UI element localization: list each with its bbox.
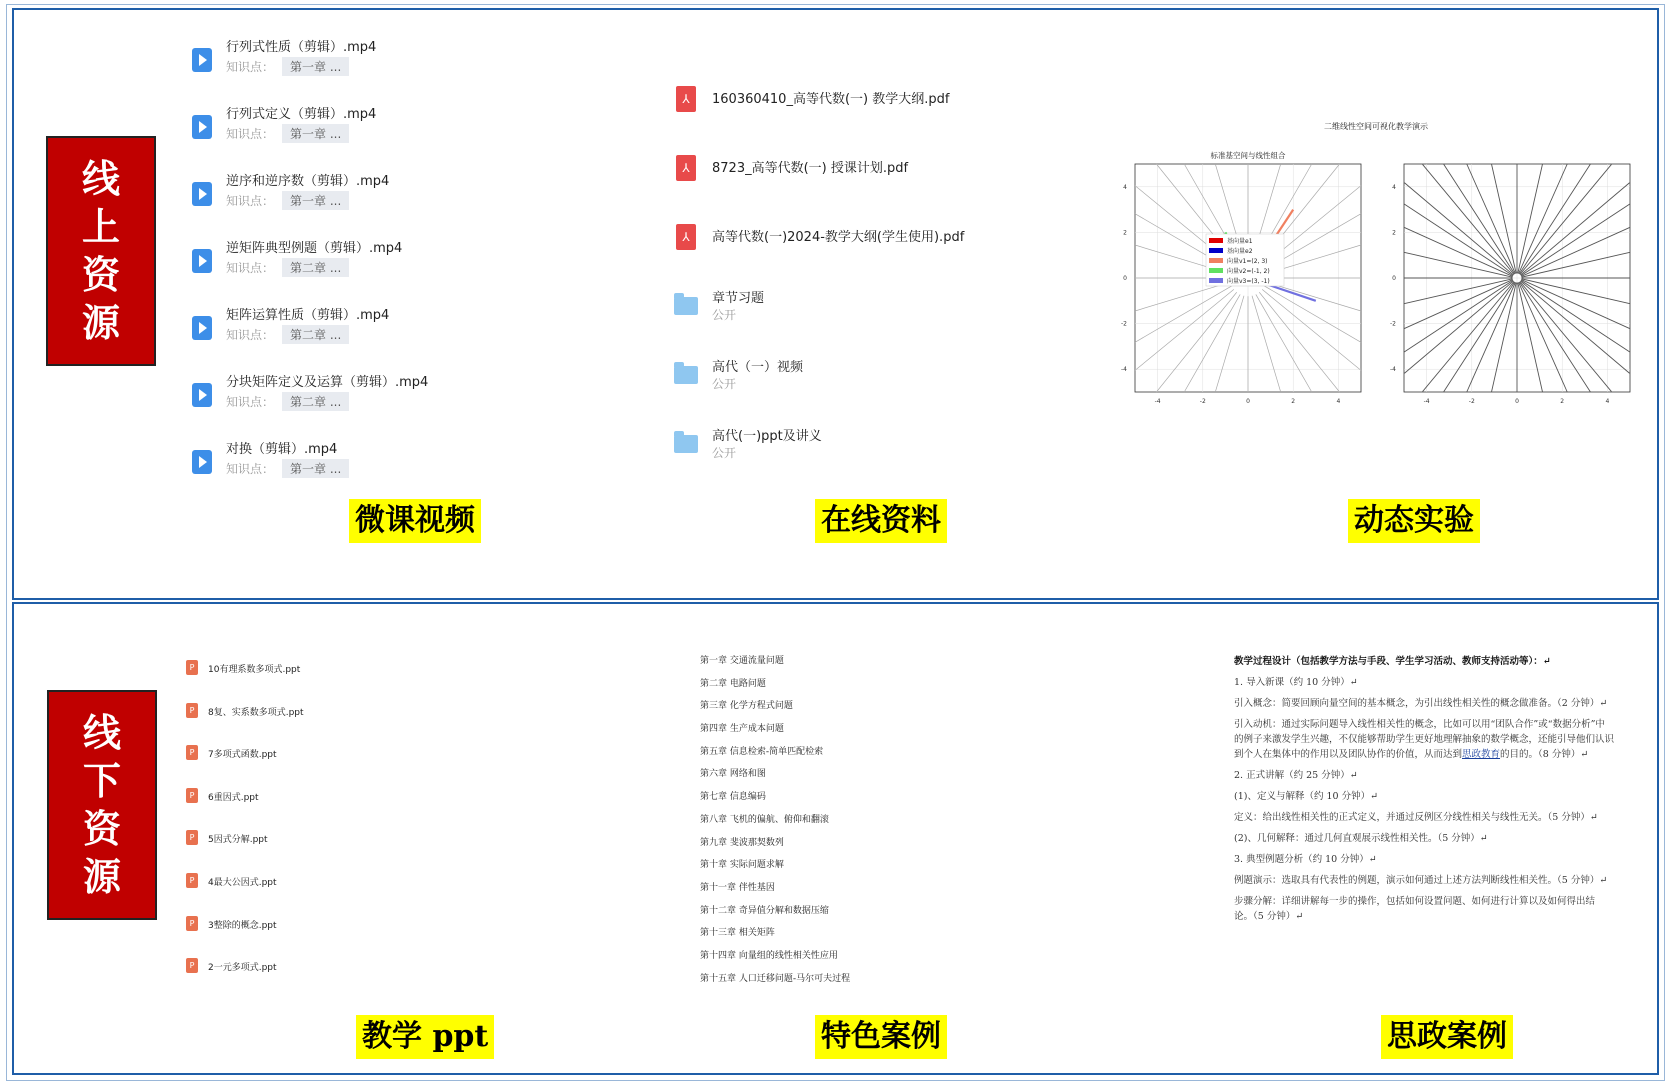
video-name[interactable]: 对换（剪辑）.mp4 [226, 442, 338, 457]
chapter-item[interactable]: 第二章 电路问题 [700, 678, 766, 689]
x-tick-label: 4 [1336, 398, 1341, 405]
video-play-icon [192, 182, 212, 206]
chapter-tag[interactable]: 第一章 ... [282, 57, 349, 76]
video-name[interactable]: 逆矩阵典型例题（剪辑）.mp4 [226, 241, 403, 256]
ppt-name[interactable]: 8复、实系数多项式.ppt [208, 707, 304, 718]
doc-paragraph: (1)、定义与解释（约 10 分钟）↵ [1234, 791, 1379, 802]
label-char: 源 [82, 854, 121, 899]
video-name[interactable]: 行列式定义（剪辑）.mp4 [226, 107, 377, 122]
video-play-icon [192, 48, 212, 72]
video-item[interactable] [180, 300, 660, 367]
folder-item[interactable] [672, 285, 1132, 354]
ppt-name[interactable]: 4最大公因式.ppt [208, 877, 277, 888]
folder-item[interactable] [672, 354, 1132, 423]
video-item[interactable] [180, 166, 660, 233]
ideology-education-link[interactable]: 思政教育 [1462, 749, 1501, 760]
knowledge-label: 知识点： [226, 194, 275, 208]
offline-resources-label [47, 690, 157, 920]
ideology-case-document [1234, 654, 1614, 930]
chapter-item[interactable]: 第八章 飞机的偏航、俯仰和翻滚 [700, 814, 829, 825]
plot-legend [1206, 234, 1284, 286]
chapter-item[interactable]: 第九章 斐波那契数列 [700, 837, 784, 848]
ppt-icon: P [186, 660, 198, 675]
folder-name[interactable]: 高代（一）视频 [712, 360, 804, 375]
label-char: 源 [81, 300, 120, 345]
video-meta [226, 258, 349, 277]
chapter-tag[interactable]: 第二章 ... [282, 392, 349, 411]
ppt-name[interactable]: 5因式分解.ppt [208, 835, 268, 846]
legend-swatch [1209, 278, 1223, 283]
ppt-icon: P [186, 830, 198, 845]
legend-label: 向量v1=(2, 3) [1227, 258, 1268, 265]
doc-paragraph: 1. 导入新课（约 10 分钟）↵ [1234, 677, 1358, 688]
ppt-item[interactable] [186, 828, 606, 871]
y-tick-label: -4 [1121, 366, 1127, 374]
pdf-icon: ⅄ [676, 86, 696, 112]
video-name[interactable]: 分块矩阵定义及运算（剪辑）.mp4 [226, 375, 429, 390]
y-tick-label: -4 [1390, 366, 1396, 374]
chapter-tag[interactable]: 第一章 ... [282, 459, 349, 478]
video-play-icon [192, 316, 212, 340]
folder-item[interactable] [672, 423, 1132, 492]
doc-paragraph: 步骤分解：详细讲解每一步的操作，包括如何设置问题、如何进行计算以及如何得出结论。（5 分钟）↵ [1234, 896, 1596, 922]
chapter-item[interactable]: 第三章 化学方程式问题 [700, 701, 793, 712]
knowledge-label: 知识点： [226, 395, 275, 409]
ppt-item[interactable] [186, 658, 606, 701]
folder-icon [674, 297, 698, 315]
folder-icon [674, 435, 698, 453]
legend-swatch [1209, 268, 1223, 273]
video-play-icon [192, 115, 212, 139]
chapter-tag[interactable]: 第二章 ... [282, 325, 349, 344]
label-char: 线 [82, 710, 121, 755]
file-name[interactable]: 8723_高等代数(一) 授课计划.pdf [712, 161, 909, 176]
doc-paragraph [1234, 717, 1614, 762]
ppt-icon: P [186, 703, 198, 718]
video-item[interactable] [180, 367, 660, 434]
visibility-label: 公开 [712, 446, 737, 460]
ppt-name[interactable]: 7多项式函数.ppt [208, 750, 277, 761]
video-meta [226, 325, 349, 344]
ppt-icon: P [186, 745, 198, 760]
file-item[interactable] [672, 78, 1132, 147]
ppt-name[interactable]: 10有理系数多项式.ppt [208, 665, 301, 675]
knowledge-label: 知识点： [226, 127, 275, 141]
knowledge-label: 知识点： [226, 462, 275, 476]
legend-swatch [1209, 248, 1223, 253]
doc-paragraph: 2. 正式讲解（约 25 分钟）↵ [1234, 770, 1358, 781]
chapter-item[interactable]: 第四章 生产成本问题 [700, 724, 784, 735]
ppt-list [186, 658, 606, 999]
file-item[interactable] [672, 216, 1132, 285]
doc-paragraph: 例题演示：选取具有代表性的例题，演示如何通过上述方法判断线性相关性。（5 分钟）↵ [1234, 875, 1608, 886]
ppt-item[interactable] [186, 871, 606, 914]
label-char: 资 [81, 252, 120, 297]
video-name[interactable]: 矩阵运算性质（剪辑）.mp4 [226, 308, 390, 323]
folder-name[interactable]: 章节习题 [712, 291, 765, 306]
x-tick-label: 2 [1560, 398, 1565, 405]
legend-swatch [1209, 258, 1223, 263]
doc-heading: 教学过程设计（包括教学方法与手段、学生学习活动、教师支持活动等）：↵ [1234, 656, 1551, 667]
y-tick-label: 2 [1123, 229, 1127, 237]
chapter-item[interactable]: 第十二章 奇异值分解和数据压缩 [700, 905, 829, 916]
label-char: 资 [82, 806, 121, 851]
video-item[interactable] [180, 434, 660, 501]
chapter-item[interactable]: 第十章 实际问题求解 [700, 860, 784, 871]
y-tick-label: 4 [1392, 183, 1396, 191]
video-item[interactable] [180, 99, 660, 166]
ppt-item[interactable] [186, 914, 606, 957]
right-plot [1390, 164, 1630, 405]
pdf-icon: ⅄ [676, 224, 696, 250]
vector-field-figure [1112, 112, 1642, 412]
ppt-icon: P [186, 916, 198, 931]
video-name[interactable]: 逆序和逆序数（剪辑）.mp4 [226, 174, 390, 189]
folder-name[interactable]: 高代(一)ppt及讲义 [712, 429, 822, 444]
folder-icon [674, 366, 698, 384]
figure-suptitle: 二维线性空间可视化教学演示 [1324, 122, 1428, 131]
video-meta [226, 191, 349, 210]
x-tick-label: 4 [1605, 398, 1610, 405]
doc-text: 引入动机：通过实际问题导入线性相关性的概念，比如可以用“团队合作”或“数据分析”中的例子来激发学生兴趣，不仅能够帮助学生更好地理解抽象的数学概念，还能引导他们认识到个人在集体中的作用以及团队协作的价值，从而达到 [1234, 719, 1615, 760]
x-tick-label: -4 [1154, 398, 1161, 405]
ppt-icon: P [186, 788, 198, 803]
legend-label: 向量v3=(3, -1) [1227, 278, 1270, 285]
x-tick-label: -2 [1468, 398, 1475, 405]
y-tick-label: -2 [1390, 320, 1396, 328]
caption-teaching-ppt: 教学 ppt [356, 1015, 494, 1059]
file-name[interactable]: 160360410_高等代数(一) 教学大纲.pdf [712, 92, 950, 107]
ppt-item[interactable] [186, 743, 606, 786]
video-play-icon [192, 450, 212, 474]
pdf-icon: ⅄ [676, 155, 696, 181]
caption-featured-cases: 特色案例 [815, 1015, 947, 1059]
video-play-icon [192, 249, 212, 273]
y-tick-label: 2 [1392, 229, 1396, 237]
caption-dynamic-experiment: 动态实验 [1348, 499, 1480, 543]
doc-paragraph: 引入概念：简要回顾向量空间的基本概念，为引出线性相关性的概念做准备。（2 分钟）↵ [1234, 698, 1608, 709]
x-tick-label: 0 [1515, 398, 1519, 405]
chapter-item[interactable]: 第十四章 向量组的线性相关性应用 [700, 950, 838, 961]
file-name[interactable]: 高等代数(一)2024-教学大纲(学生使用).pdf [712, 230, 965, 245]
video-item[interactable] [180, 32, 660, 99]
y-tick-label: -2 [1121, 320, 1127, 328]
legend-label: 向量v2=(-1, 2) [1227, 268, 1270, 275]
caption-ideology-cases: 思政案例 [1381, 1015, 1513, 1059]
chapter-item[interactable]: 第七章 信息编码 [700, 792, 766, 803]
caption-online-materials: 在线资料 [815, 499, 947, 543]
y-tick-label: 0 [1392, 275, 1396, 282]
video-name[interactable]: 行列式性质（剪辑）.mp4 [226, 40, 377, 55]
chapter-tag[interactable]: 第一章 ... [282, 191, 349, 210]
ppt-name[interactable]: 2一元多项式.ppt [208, 963, 277, 974]
video-meta [226, 124, 349, 143]
ppt-item[interactable] [186, 701, 606, 744]
ppt-item[interactable] [186, 786, 606, 829]
chapter-item[interactable]: 第一章 交通流量问题 [700, 656, 784, 666]
chapter-item[interactable]: 第十三章 相关矩阵 [700, 928, 775, 939]
visibility-label: 公开 [712, 308, 737, 322]
doc-paragraph: (2)、几何解释：通过几何直观展示线性相关性。（5 分钟）↵ [1234, 833, 1488, 844]
video-meta [226, 392, 349, 411]
doc-text: 的目的。（8 分钟）↵ [1500, 749, 1589, 760]
x-tick-label: -4 [1423, 398, 1430, 405]
label-char: 下 [82, 758, 121, 803]
online-resources-label [46, 136, 156, 366]
legend-swatch [1209, 238, 1223, 243]
x-tick-label: 2 [1291, 398, 1296, 405]
ppt-name[interactable]: 6重因式.ppt [208, 792, 259, 803]
file-item[interactable] [672, 147, 1132, 216]
ppt-item[interactable] [186, 956, 606, 999]
x-tick-label: -2 [1199, 398, 1206, 405]
ppt-name[interactable]: 3整除的概念.ppt [208, 920, 277, 931]
legend-label: 基向量e1 [1227, 238, 1253, 245]
chapter-tag[interactable]: 第二章 ... [282, 258, 349, 277]
video-item[interactable] [180, 233, 660, 300]
legend-label: 基向量e2 [1227, 248, 1253, 255]
left-plot-title: 标准基空间与线性组合 [1210, 151, 1286, 160]
y-tick-label: 0 [1123, 275, 1127, 282]
visibility-label: 公开 [712, 377, 737, 391]
chapter-item[interactable]: 第十一章 伴性基因 [700, 882, 775, 893]
chapter-item[interactable]: 第十五章 人口迁移问题-马尔可夫过程 [700, 973, 851, 984]
ppt-icon: P [186, 958, 198, 973]
video-meta [226, 459, 349, 478]
doc-paragraph: 3. 典型例题分析（约 10 分钟）↵ [1234, 854, 1377, 865]
label-char: 线 [81, 156, 120, 201]
vector-space-visualization [1112, 112, 1642, 412]
case-chapter-list [700, 654, 1000, 994]
ppt-icon: P [186, 873, 198, 888]
knowledge-label: 知识点： [226, 60, 275, 74]
video-play-icon [192, 383, 212, 407]
chapter-tag[interactable]: 第一章 ... [282, 124, 349, 143]
y-tick-label: 4 [1123, 183, 1127, 191]
caption-micro-video: 微课视频 [349, 499, 481, 543]
x-tick-label: 0 [1246, 398, 1250, 405]
doc-paragraph: 定义：给出线性相关性的正式定义，并通过反例区分线性相关与线性无关。（5 分钟）↵ [1234, 812, 1598, 823]
knowledge-label: 知识点： [226, 328, 275, 342]
video-meta [226, 57, 349, 76]
micro-video-list [180, 32, 660, 501]
chapter-item[interactable]: 第六章 网络和图 [700, 769, 766, 780]
chapter-item[interactable]: 第五章 信息检索-简单匹配检索 [700, 746, 824, 757]
knowledge-label: 知识点： [226, 261, 275, 275]
label-char: 上 [81, 204, 120, 249]
online-materials-list [672, 78, 1132, 492]
